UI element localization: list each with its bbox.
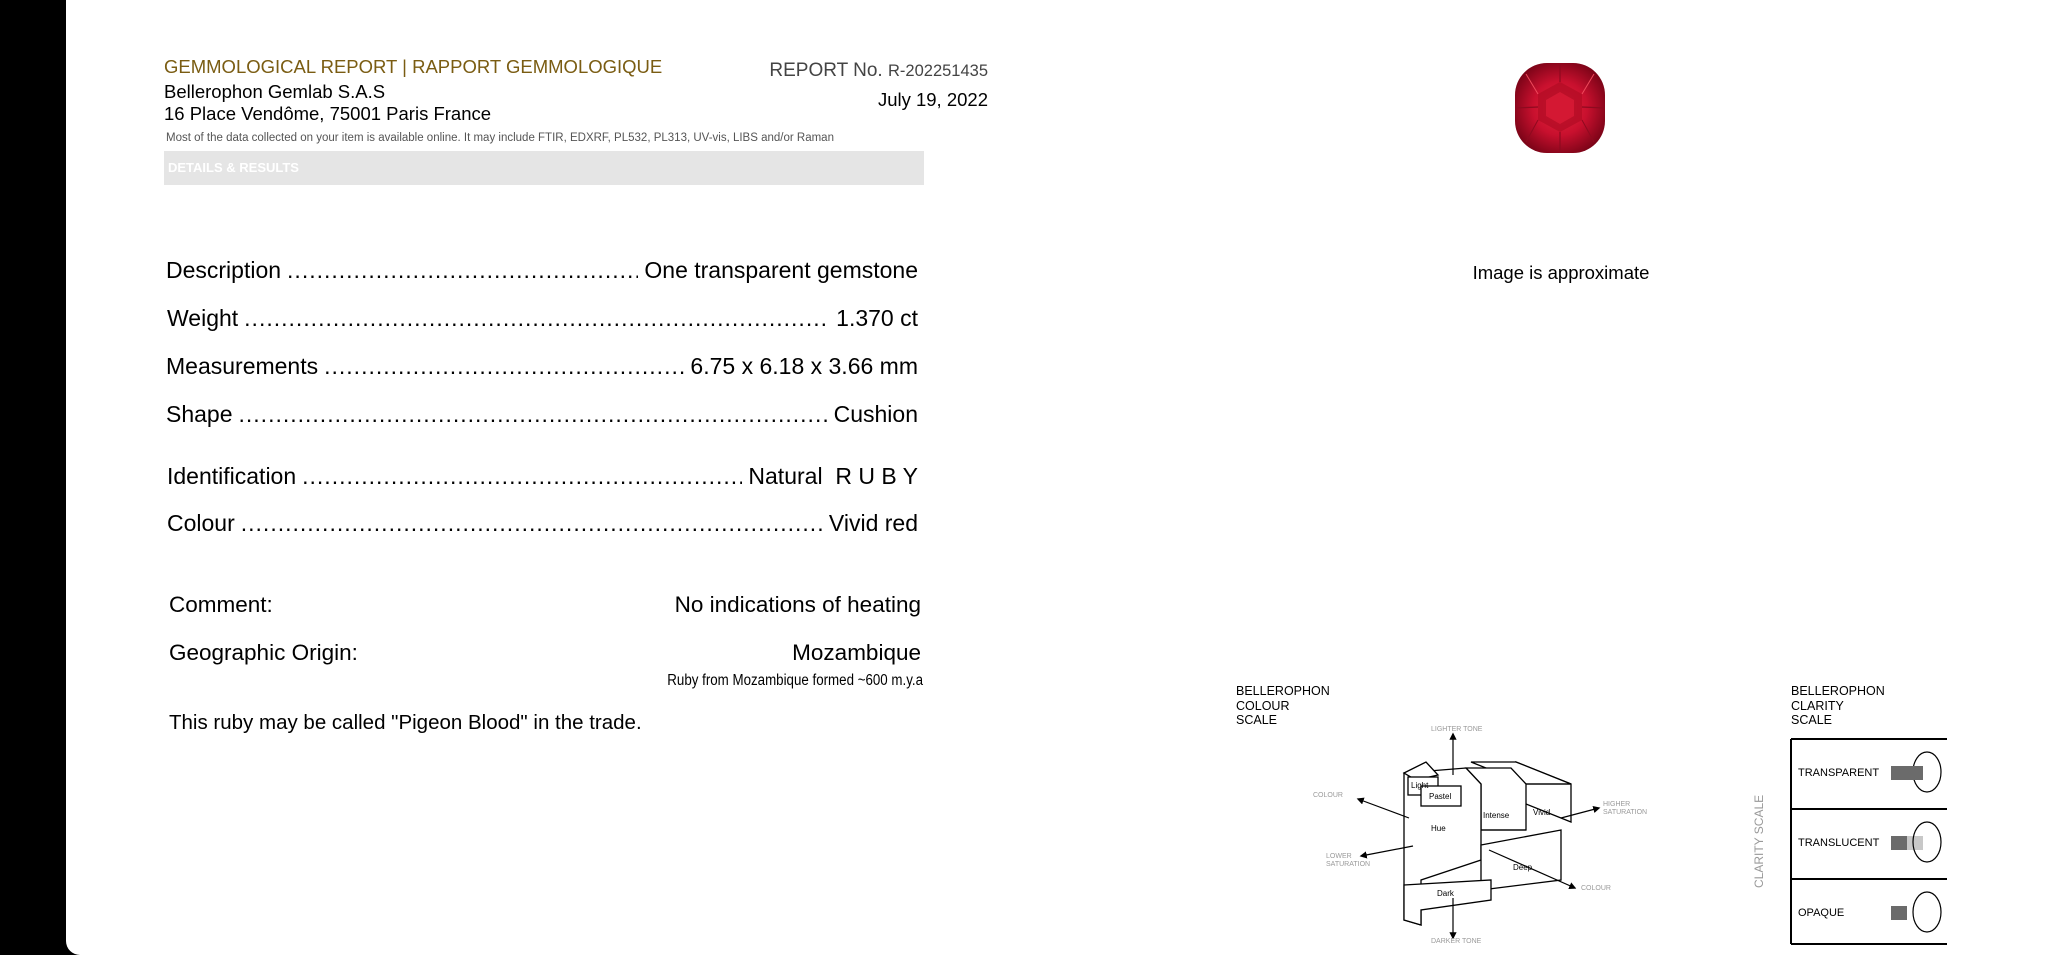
clarity-level-translucent: TRANSLUCENT [1798,837,1880,849]
detail-label: Weight [167,305,239,331]
lab-name: Bellerophon Gemlab S.A.S [164,81,386,102]
details-results-bar: DETAILS & RESULTS [164,151,924,185]
origin-row [169,640,921,666]
detail-value: One transparent gemstone [644,257,918,283]
colour-scale-diagram [1241,720,1661,955]
origin-note: Ruby from Mozambique formed ~600 m.y.a [667,672,924,689]
detail-value: 1.370 ct [836,305,918,331]
detail-label: Shape [166,401,233,427]
comment-label: Comment: [169,592,273,617]
comment-row [169,592,921,618]
clarity-level-opaque: OPAQUE [1798,907,1845,919]
block-deep-label: Deep [1513,863,1533,872]
ruby-gem-image [1512,60,1608,156]
detail-row-measurements [166,353,918,380]
clarity-scale-title-line: SCALE [1791,713,1832,727]
block-pastel-label: Pastel [1429,792,1452,801]
trade-note: This ruby may be called "Pigeon Blood" in the trade. [169,711,642,734]
higher-saturation-label: HIGHER [1603,801,1631,808]
colour-scale-title-line: SCALE [1236,713,1277,727]
colour-scale-title-line: COLOUR [1236,698,1290,713]
report-number-label: REPORT No. [769,60,883,81]
dot-leader [239,401,828,428]
detail-label: Measurements [166,353,319,379]
block-hue-label: Hue [1431,824,1446,833]
detail-row-colour [167,510,918,537]
block-light-label: Light [1411,781,1429,790]
dot-leader [244,305,830,332]
colour-left-label: COLOUR [1313,792,1343,799]
dot-leader [287,257,638,284]
lower-saturation-label: LOWER [1326,853,1352,860]
dot-leader [324,353,684,380]
image-caption: Image is approximate [1472,262,1650,283]
darker-tone-label: DARKER TONE [1431,938,1482,945]
report-number: R-202251435 [888,62,988,80]
clarity-scale-diagram [1790,734,1948,955]
report-card [66,0,2048,955]
clarity-scale-title [1791,684,1911,728]
origin-value: Mozambique [792,640,921,665]
report-title: GEMMOLOGICAL REPORT | RAPPORT GEMMOLOGIQUE [164,56,663,77]
clarity-scale-title-line: BELLEROPHON [1791,684,1885,698]
clarity-scale-axis-label: CLARITY SCALE [1752,794,1766,888]
lab-address: 16 Place Vendôme, 75001 Paris France [164,103,492,124]
dot-leader [241,510,823,537]
detail-value: 6.75 x 6.18 x 3.66 mm [690,353,918,379]
comment-value: No indications of heating [674,592,921,617]
origin-label: Geographic Origin: [169,640,358,665]
clarity-scale-title-line: CLARITY [1791,698,1844,713]
detail-value: Natural R U B Y [748,463,918,489]
block-vivid-label: Vivid [1533,808,1551,817]
detail-value: Vivid red [828,510,918,536]
detail-label: Identification [167,463,297,489]
colour-right-label: COLOUR [1581,885,1611,892]
block-dark-label: Dark [1437,889,1454,898]
block-intense-label: Intense [1483,811,1510,820]
detail-value: Cushion [833,401,918,427]
detail-row-description [166,257,918,284]
online-note: Most of the data collected on your item is available online. It may include FTIR, EDXRF, PL532, PL313, UV-vis, LIBS and/or Raman [166,132,834,144]
detail-row-weight [167,305,918,332]
colour-scale-title-line: BELLEROPHON [1236,684,1330,698]
detail-row-identification [167,463,918,490]
lower-saturation-label: SATURATION [1326,861,1371,868]
report-number-line [710,60,988,82]
dot-leader [302,463,742,490]
higher-saturation-label: SATURATION [1603,809,1648,816]
clarity-level-transparent: TRANSPARENT [1798,767,1880,779]
detail-row-shape [166,401,918,428]
detail-label: Description [166,257,282,283]
detail-label: Colour [167,510,235,536]
lighter-tone-label: LIGHTER TONE [1431,726,1483,733]
report-date: July 19, 2022 [877,89,988,110]
